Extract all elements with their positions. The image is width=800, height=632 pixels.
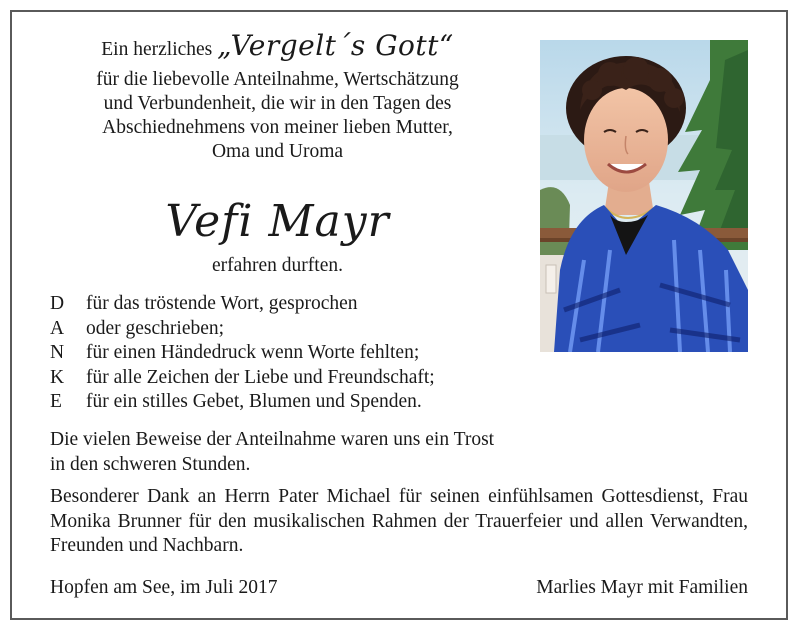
vergelts-gott-phrase: „Vergelt´s Gott“ bbox=[217, 29, 454, 62]
thanks-title bbox=[40, 29, 515, 62]
acrostic-letter: D bbox=[50, 293, 65, 314]
acrostic-letter: E bbox=[50, 391, 62, 413]
acrostic-letter: K bbox=[50, 366, 65, 388]
footer bbox=[50, 576, 748, 600]
danke-list bbox=[50, 292, 540, 415]
acrostic-text: für ein stilles Gebet, Blumen und Spenden. bbox=[86, 391, 422, 413]
special-thanks-paragraph: Besonderer Dank an Herrn Pater Michael für seinen einfühlsamen Gottesdienst, Frau Monika Brunner für den musikalischen Rahmen der Trauerfeier und allen Verwandten, Freunden und Nachbarn. bbox=[50, 486, 748, 557]
list-item bbox=[50, 366, 540, 391]
intro-block bbox=[40, 29, 515, 164]
comfort-paragraph bbox=[50, 428, 650, 477]
paragraph-line: Die vielen Beweise der Anteilnahme waren uns ein Trost bbox=[50, 429, 495, 450]
signature: Marlies Mayr mit Familien bbox=[536, 577, 748, 598]
acrostic-text: für alle Zeichen der Liebe und Freundschaft; bbox=[86, 366, 435, 388]
acrostic-letter: N bbox=[50, 342, 65, 364]
paragraph-line: in den schweren Stunden. bbox=[50, 453, 251, 475]
list-item bbox=[50, 341, 540, 366]
portrait-photo bbox=[540, 40, 748, 352]
acrostic-letter: A bbox=[50, 317, 65, 339]
place-date: Hopfen am See, im Juli 2017 bbox=[50, 577, 278, 598]
list-item bbox=[50, 292, 540, 317]
intro-line: für die liebevolle Anteilnahme, Wertschätzung bbox=[96, 69, 459, 90]
intro-line: und Verbundenheit, die wir in den Tagen des bbox=[103, 93, 452, 114]
intro-line: Abschiednehmens von meiner lieben Mutter, bbox=[102, 117, 453, 138]
deceased-name: Vefi Mayr bbox=[165, 196, 390, 247]
experienced-line: erfahren durften. bbox=[211, 255, 343, 276]
intro-line: Oma und Uroma bbox=[211, 141, 344, 162]
intro-text bbox=[40, 68, 515, 164]
acrostic-text: oder geschrieben; bbox=[86, 317, 225, 339]
acrostic-text: für einen Händedruck wenn Worte fehlten; bbox=[86, 342, 420, 364]
list-item bbox=[50, 390, 540, 415]
list-item bbox=[50, 317, 540, 342]
thanks-prefix: Ein herzliches bbox=[101, 39, 213, 60]
acrostic-text: für das tröstende Wort, gesprochen bbox=[86, 293, 358, 314]
